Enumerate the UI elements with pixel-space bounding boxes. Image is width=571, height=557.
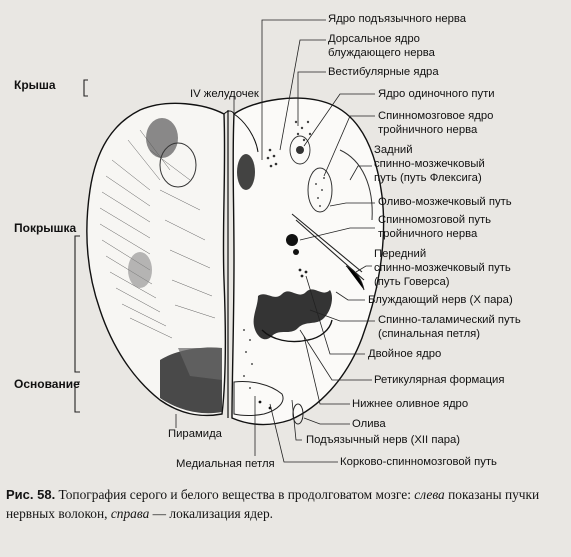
label-anterior-tract-2: спинно-мозжечковый путь (374, 262, 511, 274)
label-medial-lemniscus: Медиальная петля (176, 458, 275, 470)
label-spinal-trigeminal-nucleus-2: тройничного нерва (378, 124, 478, 136)
label-nucleus-ambiguus: Двойное ядро (368, 348, 442, 360)
caption-text-3: — локализация ядер. (149, 506, 274, 521)
label-spinal-trigeminal-nucleus-1: Спинномозговое ядро (378, 110, 494, 122)
label-olivocerebellar-tract: Оливо-мозжечковый путь (378, 196, 512, 208)
label-spinothalamic-tract-2: (спинальная петля) (378, 328, 481, 340)
left-half-medulla (87, 103, 226, 415)
background-bleed-text-bottom (0, 430, 571, 490)
label-posterior-tract-1: Задний (374, 144, 413, 156)
label-solitary-nucleus: Ядро одиночного пути (378, 88, 495, 100)
label-roof: Крыша (14, 78, 56, 92)
label-spinal-trigeminal-tract-2: тройничного нерва (378, 228, 478, 240)
caption-text-2: показаны пучки нервных волокон, (6, 487, 540, 521)
label-tegmentum: Покрышка (14, 221, 77, 235)
label-inferior-olivary-nucleus: Нижнее оливное ядро (352, 398, 469, 410)
label-spinal-trigeminal-tract-1: Спинномозговой путь (378, 214, 492, 226)
bracket-tegmentum (75, 236, 80, 372)
label-dorsal-nucleus-1: Дорсальное ядро (328, 33, 420, 45)
label-anterior-tract-3: (путь Говерса) (374, 276, 450, 288)
label-fourth-ventricle: IV желудочек (190, 88, 259, 100)
label-hypoglossal-nerve: Подъязычный нерв (XII пара) (306, 434, 461, 446)
label-hypoglossal-nucleus: Ядро подъязычного нерва (328, 13, 467, 25)
label-base: Основание (14, 377, 80, 391)
label-vestibular-nuclei: Вестибулярные ядра (328, 66, 439, 78)
figure-caption (6, 485, 566, 523)
label-reticular-formation: Ретикулярная формация (374, 374, 505, 386)
bracket-roof (84, 80, 88, 96)
caption-text-1: Топография серого и белого вещества в продолговатом мозге: (55, 487, 415, 502)
caption-right-word: справа (110, 506, 150, 521)
caption-left-word: слева (414, 487, 445, 502)
label-vagus-nerve: Блуждающий нерв (X пара) (368, 294, 513, 306)
left-brackets (75, 80, 88, 412)
caption-number: Рис. 58. (6, 487, 56, 502)
label-olive: Олива (352, 418, 386, 430)
label-spinothalamic-tract-1: Спинно-таламический путь (378, 314, 521, 326)
label-pyramid: Пирамида (168, 428, 222, 440)
right-half-medulla (232, 98, 384, 424)
label-corticospinal-tract: Корково-спинномозговой путь (340, 456, 497, 468)
label-anterior-tract-1: Передний (374, 248, 427, 260)
label-posterior-tract-2: спинно-мозжечковый (374, 158, 485, 170)
label-posterior-tract-3: путь (путь Флексига) (374, 172, 482, 184)
label-dorsal-nucleus-2: блуждающего нерва (328, 47, 435, 59)
